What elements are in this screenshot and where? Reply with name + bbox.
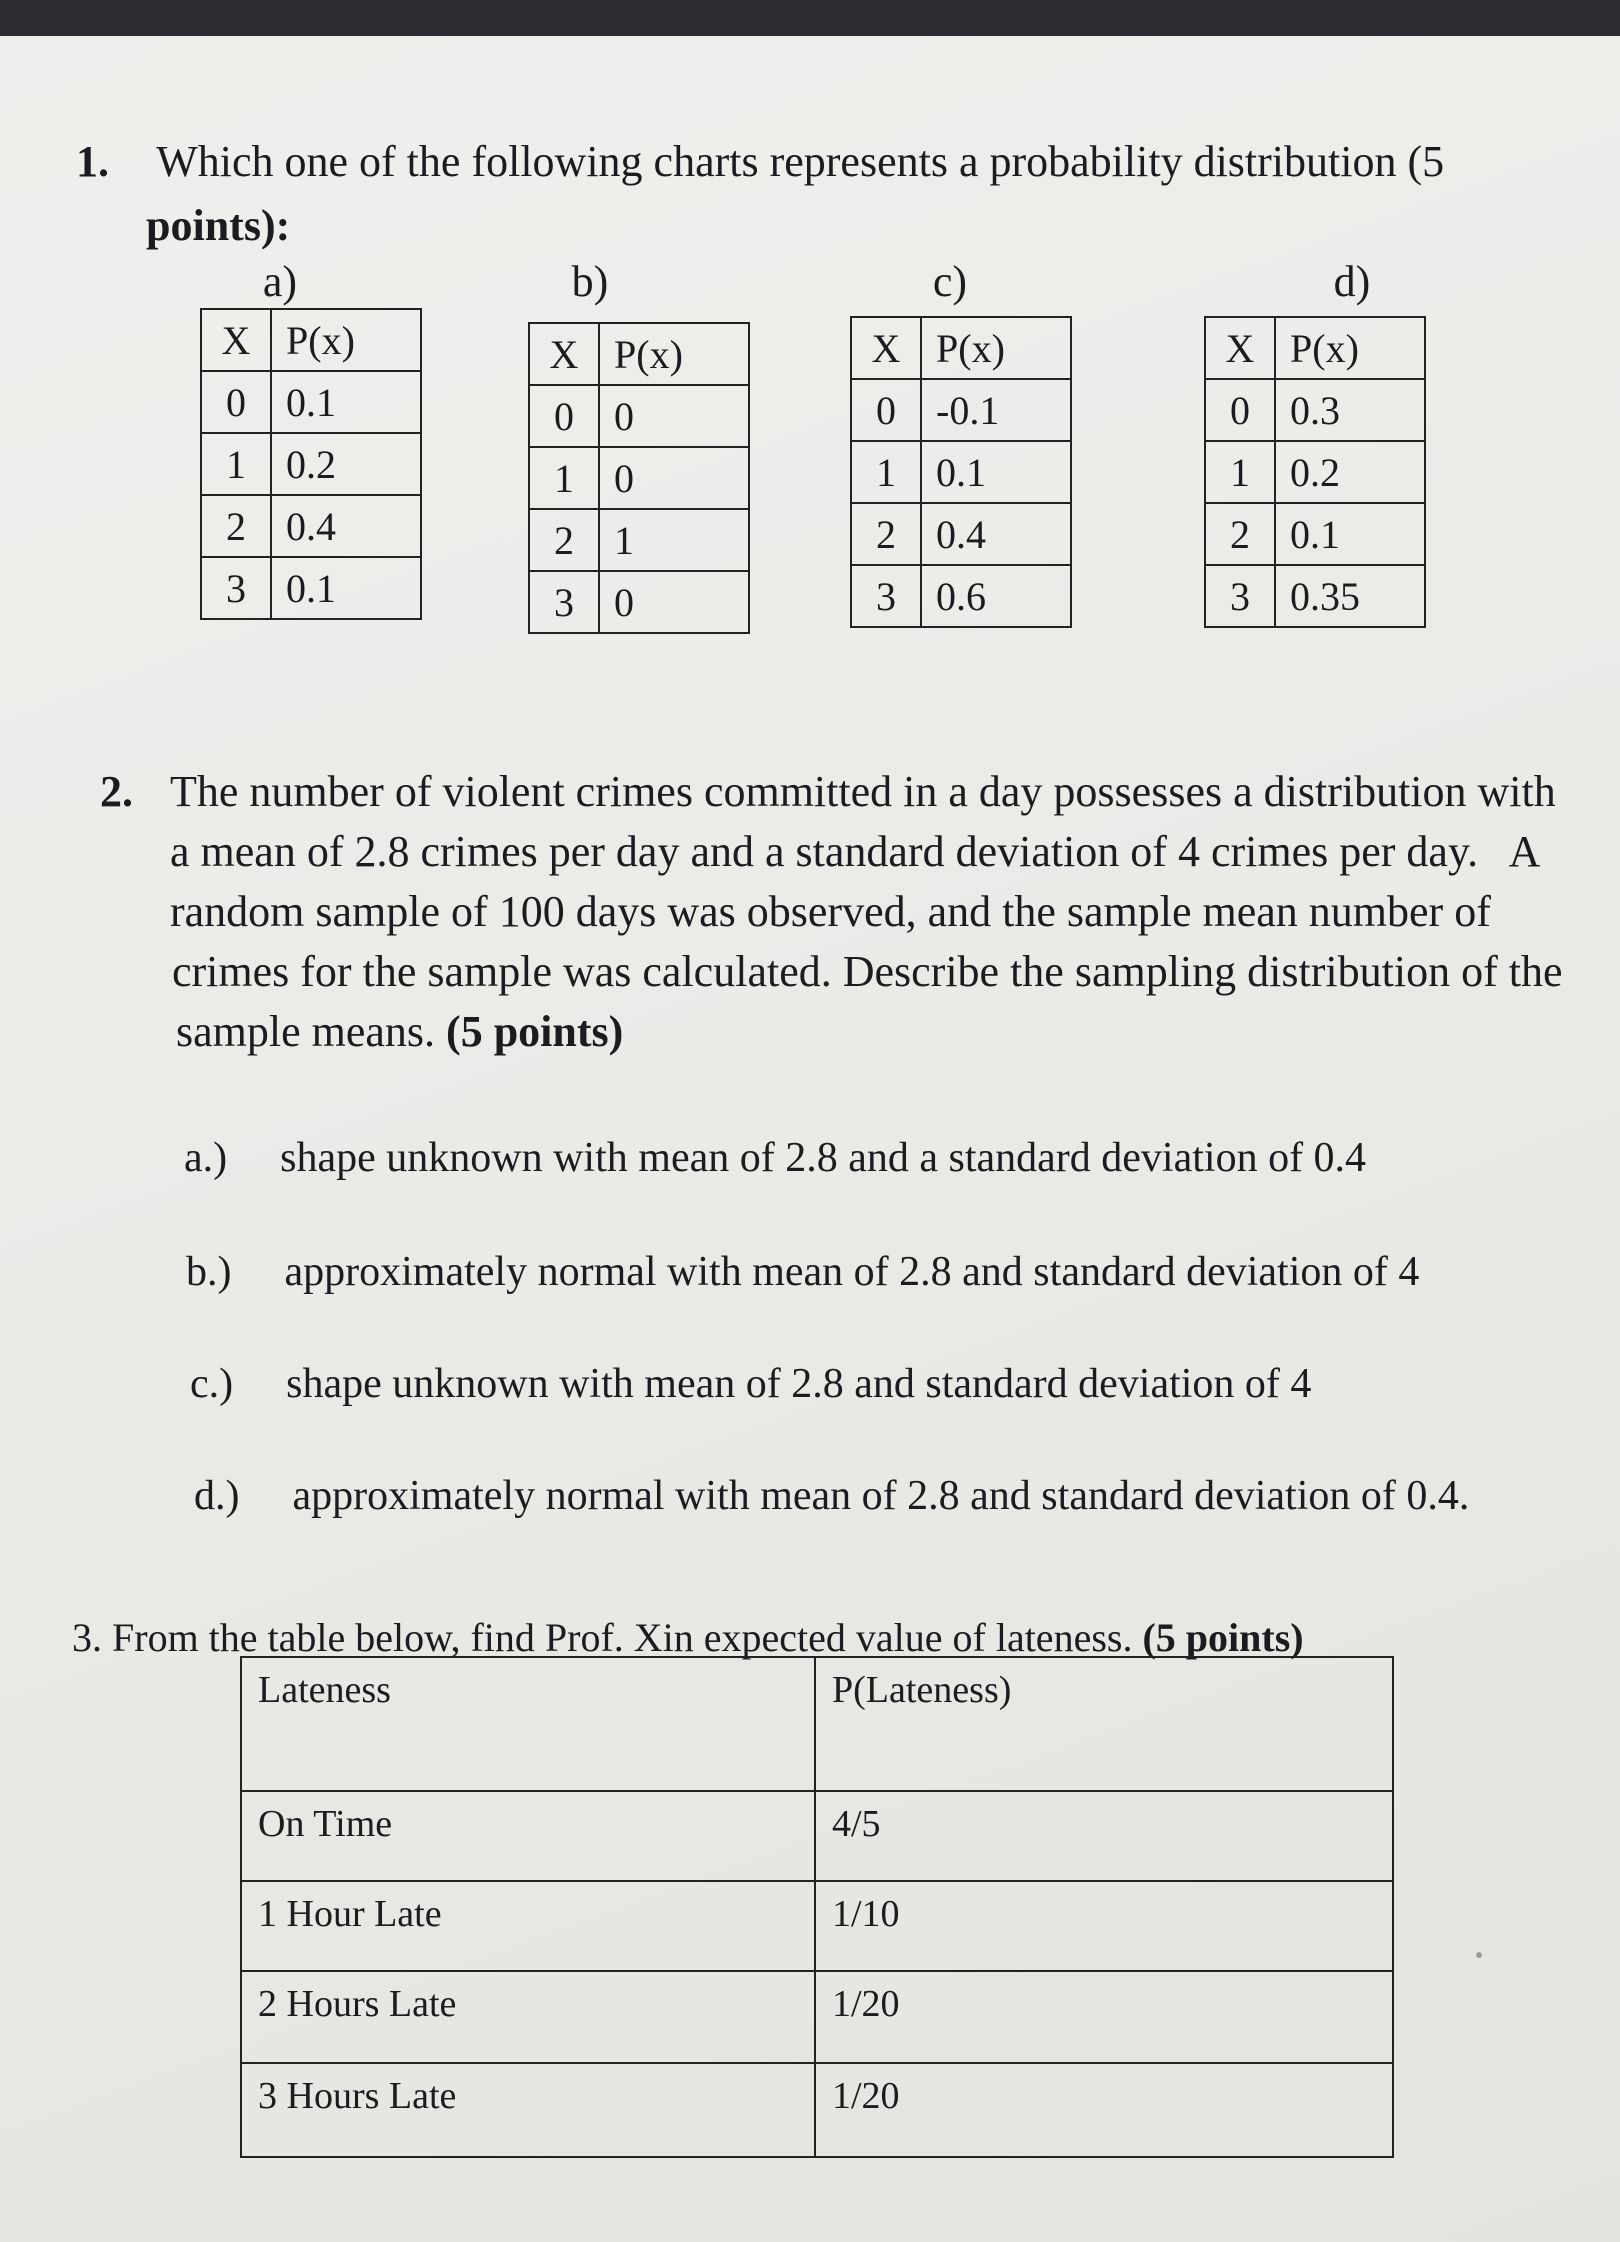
table-row	[241, 1657, 1393, 1791]
header-x: X	[1205, 317, 1275, 379]
option-text: shape unknown with mean of 2.8 and a standard deviation of 0.4	[280, 1135, 1367, 1181]
table-row	[201, 309, 421, 371]
paper-speck	[1476, 1952, 1482, 1958]
cell-x: 0	[851, 379, 921, 441]
table-row	[529, 447, 749, 509]
q2-line-1: The number of violent crimes committed in a day possesses a distribution with	[170, 767, 1556, 816]
cell-x: 0	[1205, 379, 1275, 441]
option-label: a.)	[184, 1135, 228, 1181]
table-row	[529, 571, 749, 633]
q2-points: (5 points)	[446, 1007, 624, 1056]
table-row	[529, 509, 749, 571]
cell-px: 0.4	[271, 495, 421, 557]
q2-number: 2.	[100, 767, 133, 816]
header-p-lateness: P(Lateness)	[815, 1657, 1393, 1791]
worksheet-page	[0, 36, 1620, 2242]
cell-px: 0.6	[921, 565, 1071, 627]
cell-x: 1	[529, 447, 599, 509]
header-px: P(x)	[271, 309, 421, 371]
table-row	[201, 371, 421, 433]
cell-px: 0.1	[921, 441, 1071, 503]
table-row	[241, 2063, 1393, 2157]
table-row	[241, 1971, 1393, 2063]
cell-x: 1	[201, 433, 271, 495]
cell-px: 0.4	[921, 503, 1071, 565]
cell-probability: 4/5	[815, 1791, 1393, 1881]
option-text: approximately normal with mean of 2.8 and standard deviation of 4	[284, 1249, 1420, 1295]
q1-line-1	[76, 132, 1444, 192]
table-row	[1205, 317, 1425, 379]
table-row	[201, 495, 421, 557]
cell-px: 0.1	[271, 371, 421, 433]
cell-lateness: 1 Hour Late	[241, 1881, 815, 1971]
cell-x: 3	[529, 571, 599, 633]
cell-x: 2	[529, 509, 599, 571]
table-c	[850, 316, 1072, 628]
cell-x: 2	[851, 503, 921, 565]
cell-x: 3	[201, 557, 271, 619]
q2-option-b	[186, 1248, 1419, 1296]
q1-number: 1.	[76, 137, 109, 186]
table-row	[201, 433, 421, 495]
q2-line-4: crimes for the sample was calculated. Describe the sampling distribution of the	[172, 947, 1563, 996]
cell-px: 0.2	[271, 433, 421, 495]
header-lateness: Lateness	[241, 1657, 815, 1791]
cell-px: 0.3	[1275, 379, 1425, 441]
table-row	[851, 565, 1071, 627]
header-x: X	[201, 309, 271, 371]
table-row	[529, 385, 749, 447]
table-row	[201, 557, 421, 619]
header-px: P(x)	[921, 317, 1071, 379]
cell-px: 1	[599, 509, 749, 571]
table-row	[1205, 565, 1425, 627]
cell-x: 3	[851, 565, 921, 627]
table-a	[200, 308, 422, 620]
cell-lateness: 2 Hours Late	[241, 1971, 815, 2063]
option-text: approximately normal with mean of 2.8 and standard deviation of 0.4.	[292, 1473, 1470, 1519]
q2-line-2: a mean of 2.8 crimes per day and a standard deviation of 4 crimes per day. A	[170, 827, 1541, 876]
cell-px: 0	[599, 447, 749, 509]
top-dark-bar	[0, 0, 1620, 36]
table-b	[528, 322, 750, 634]
q2-option-a	[184, 1134, 1366, 1182]
table-row	[851, 441, 1071, 503]
cell-px: 0.1	[1275, 503, 1425, 565]
cell-px: 0	[599, 571, 749, 633]
q2-option-d	[194, 1472, 1469, 1520]
table-c-label: c)	[932, 257, 968, 306]
q1-line-2: points):	[146, 201, 291, 250]
table-d	[1204, 316, 1426, 628]
cell-x: 3	[1205, 565, 1275, 627]
cell-px: 0	[599, 385, 749, 447]
q3-prompt: 3. From the table below, find Prof. Xin expected value of lateness.	[72, 1615, 1143, 1660]
q3-points: (5 points)	[1142, 1615, 1304, 1660]
cell-px: -0.1	[921, 379, 1071, 441]
cell-px: 0.2	[1275, 441, 1425, 503]
option-label: c.)	[190, 1361, 234, 1407]
q2-line-3: random sample of 100 days was observed, and the sample mean number of	[170, 887, 1491, 936]
option-label: b.)	[186, 1249, 232, 1295]
table-a-label: a)	[262, 257, 298, 306]
cell-x: 1	[1205, 441, 1275, 503]
cell-probability: 1/20	[815, 2063, 1393, 2157]
q2-line-5	[176, 1002, 623, 1062]
lateness-table	[240, 1656, 1394, 2158]
table-row	[241, 1881, 1393, 1971]
cell-px: 0.1	[271, 557, 421, 619]
q1-text: Which one of the following charts represents a probability distribution (5	[156, 137, 1445, 186]
table-row	[851, 379, 1071, 441]
table-row	[529, 323, 749, 385]
table-row	[1205, 503, 1425, 565]
cell-px: 0.35	[1275, 565, 1425, 627]
cell-lateness: On Time	[241, 1791, 815, 1881]
q2-last-line: sample means.	[176, 1007, 447, 1056]
table-row	[241, 1791, 1393, 1881]
cell-x: 2	[201, 495, 271, 557]
q3-prompt-line	[72, 1614, 1304, 1661]
table-row	[1205, 379, 1425, 441]
header-px: P(x)	[1275, 317, 1425, 379]
cell-probability: 1/20	[815, 1971, 1393, 2063]
option-text: shape unknown with mean of 2.8 and standard deviation of 4	[286, 1361, 1312, 1407]
cell-lateness: 3 Hours Late	[241, 2063, 815, 2157]
header-x: X	[851, 317, 921, 379]
cell-x: 1	[851, 441, 921, 503]
header-x: X	[529, 323, 599, 385]
cell-x: 2	[1205, 503, 1275, 565]
cell-x: 0	[529, 385, 599, 447]
table-d-label: d)	[1333, 257, 1371, 306]
table-row	[1205, 441, 1425, 503]
q2-option-c	[190, 1360, 1311, 1408]
option-label: d.)	[194, 1473, 240, 1519]
cell-x: 0	[201, 371, 271, 433]
header-px: P(x)	[599, 323, 749, 385]
cell-probability: 1/10	[815, 1881, 1393, 1971]
table-b-label: b)	[571, 257, 609, 306]
table-row	[851, 317, 1071, 379]
table-row	[851, 503, 1071, 565]
